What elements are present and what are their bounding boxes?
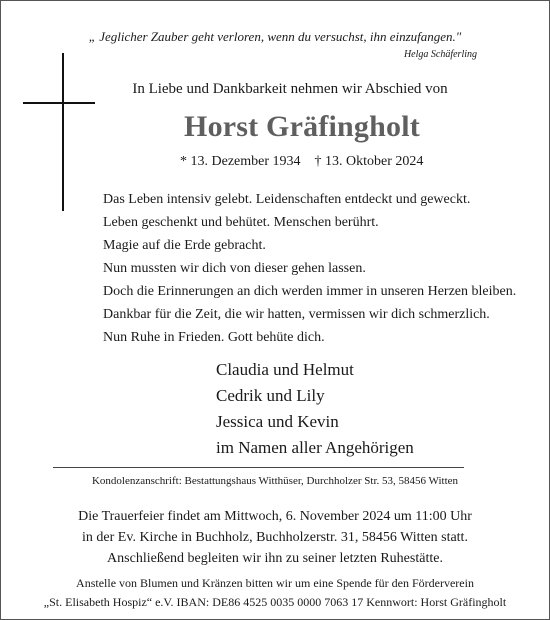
condolence-address: Kondolenzanschrift: Bestattungshaus Witthüser, Durchholzer Str. 53, 58456 Witten [91,475,459,487]
poem-line: Nun mussten wir dich von dieser gehen lassen. [103,261,366,276]
family-line: Cedrik und Lily [216,386,325,405]
family-line: Claudia und Helmut [216,360,354,379]
ceremony-line: in der Ev. Kirche in Buchholz, Buchholzerstr. 31, 58456 Witten statt. [82,530,468,545]
quote-text: „ Jeglicher Zauber geht verloren, wenn du versuchst, ihn einzufangen." [88,29,462,44]
poem-line: Nun Ruhe in Frieden. Gott behüte dich. [103,330,325,345]
donation-line: Anstelle von Blumen und Kränzen bitten wir um eine Spende für den Förderverein [76,576,474,590]
poem [103,188,516,349]
divider [53,467,464,468]
poem-line: Magie auf die Erde gebracht. [103,238,266,253]
death-date: † 13. Oktober 2024 [314,154,424,169]
poem-line: Leben geschenkt und behütet. Menschen berührt. [103,215,379,230]
poem-line: Doch die Erinnerungen an dich werden immer in unseren Herzen bleiben. [103,284,517,299]
ceremony-info [0,506,550,569]
family-line: Jessica und Kevin [216,412,339,431]
ceremony-line: Die Trauerfeier findet am Mittwoch, 6. November 2024 um 11:00 Uhr [78,509,472,524]
birth-date: * 13. Dezember 1934 [180,154,301,169]
donation-info [0,574,550,612]
cross-icon-bar [23,102,95,104]
quote-author: Helga Schäferling [403,49,477,60]
intro-text: In Liebe und Dankbarkeit nehmen wir Abschied von [132,81,448,97]
ceremony-line: Anschließend begleiten wir ihn zu seiner letzten Ruhestätte. [107,551,443,566]
poem-line: Dankbar für die Zeit, die wir hatten, vermissen wir dich schmerzlich. [103,307,490,322]
life-dates [180,154,423,170]
family-line: im Namen aller Angehörigen [216,438,414,457]
deceased-name: Horst Gräfingholt [184,110,420,143]
poem-line: Das Leben intensiv gelebt. Leidenschaften entdeckt und geweckt. [103,192,471,207]
donation-line: „St. Elisabeth Hospiz“ e.V. IBAN: DE86 4525 0035 0000 7063 17 Kennwort: Horst Gräfingholt [43,595,507,609]
family-signatures [216,357,414,461]
